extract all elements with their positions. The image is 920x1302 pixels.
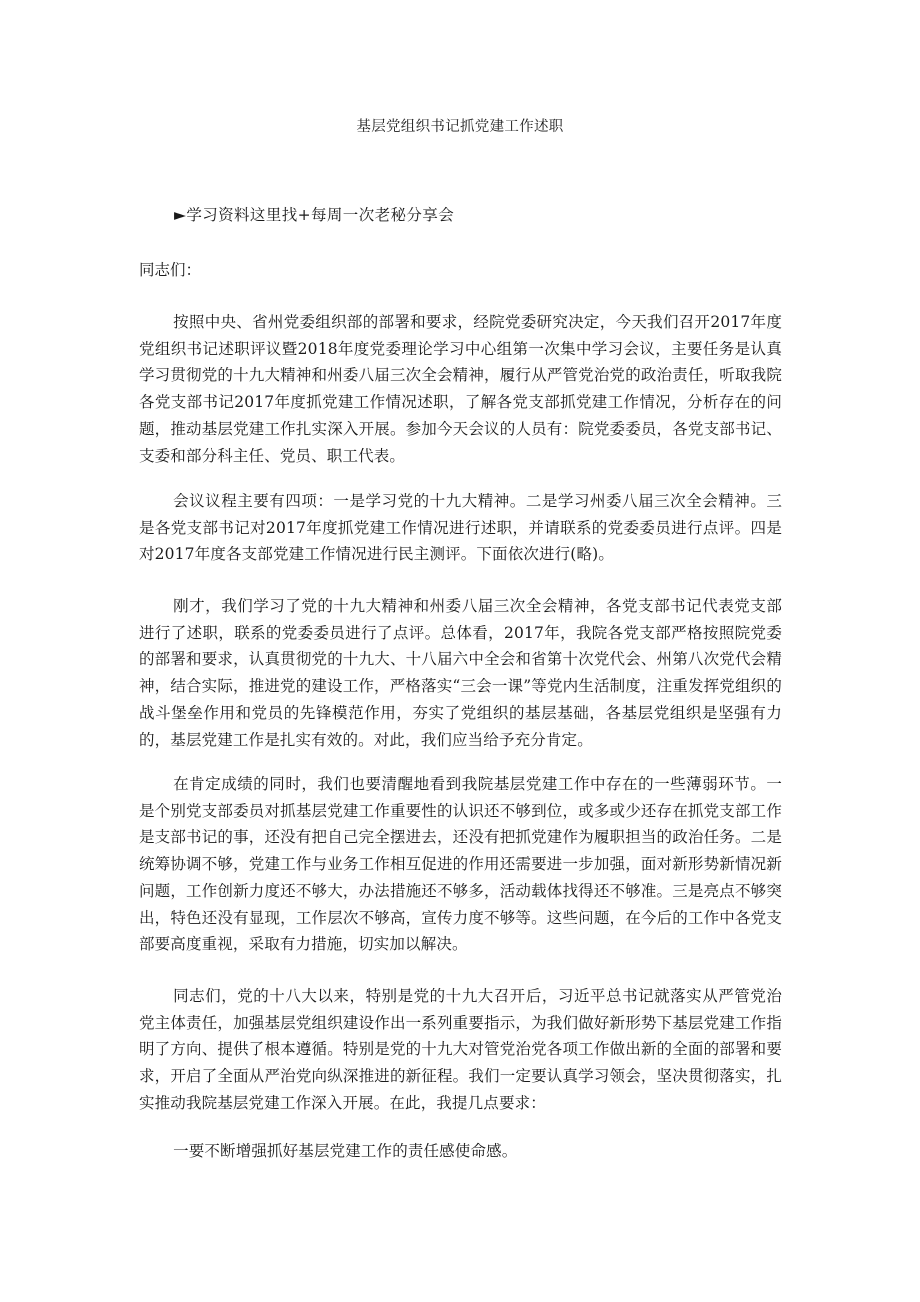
paragraph-achievements: 刚才，我们学习了党的十九大精神和州委八届三次全会精神，各党支部书记代表党支部进行了述职，联系的党委委员进行了点评。总体看，2017年，我院各党支部严格按照院党委的部署和要求，认真贯彻党的十九大、十八届六中全会和省第十次党代会、州第八次党代会精神，结合实际，推进党的建设工作，严格落实“三会一课”等党内生活制度，注重发挥党组织的战斗堡垒作用和党员的先锋模范作用，夯实了党组织的基层基础，各基层党组织是坚强有力的，基层党建工作是扎实有效的。对此，我们应当给予充分肯定。 <box>139 597 782 749</box>
document-title: 基层党组织书记抓党建工作述职 <box>356 119 564 135</box>
paragraph-meeting-purpose: 按照中央、省州党委组织部的部署和要求，经院党委研究决定，今天我们召开2017年度党组织书记述职评议暨2018年度党委理论学习中心组第一次集中学习会议，主要任务是认真学习贯彻党的十九大精神和州委八届三次全会精神，履行从严管党治党的政治责任，听取我院各党支部书记2017年度抓党建工作情况述职，了解各党支部抓党建工作情况，分析存在的问题，推动基层党建工作扎实深入开展。参加今天会议的人员有：院党委委员，各党支部书记、支委和部分科主任、党员、职工代表。 <box>139 313 782 465</box>
paragraph-agenda: 会议议程主要有四项：一是学习党的十九大精神。二是学习州委八届三次全会精神。三是各党支部书记对2017年度抓党建工作情况进行述职，并请联系的党委委员进行点评。四是对2017年度各支部党建工作情况进行民主测评。下面依次进行(略)。 <box>139 492 782 564</box>
paragraph-weaknesses: 在肯定成绩的同时，我们也要清醒地看到我院基层党建工作中存在的一些薄弱环节。一是个别党支部委员对抓基层党建工作重要性的认识还不够到位，或多或少还存在抓党支部工作是支部书记的事，还没有把自己完全摆进去，还没有把抓党建作为履职担当的政治任务。二是统筹协调不够，党建工作与业务工作相互促进的作用还需要进一步加强，面对新形势新情况新问题，工作创新力度还不够大，办法措施还不够多，活动载体找得还不够准。三是亮点不够突出，特色还没有显现，工作层次不够高，宣传力度不够等。这些问题，在今后的工作中各党支部要高度重视，采取有力措施，切实加以解决。 <box>139 775 782 954</box>
salutation: 同志们： <box>139 261 202 279</box>
promo-line: ►学习资料这里找+每周一次老秘分享会 <box>174 206 455 224</box>
paragraph-requirements-intro: 同志们，党的十八大以来，特别是党的十九大召开后，习近平总书记就落实从严管党治党主体责任，加强基层党组织建设作出一系列重要指示，为我们做好新形势下基层党建工作指明了方向、提供了根本遵循。特别是党的十九大对管党治党各项工作做出新的全面的部署和要求，开启了全面从严治党向纵深推进的新征程。我们一定要认真学习领会，坚决贯彻落实，扎实推动我院基层党建工作深入开展。在此，我提几点要求： <box>139 987 782 1112</box>
paragraph-requirement-one: 一要不断增强抓好基层党建工作的责任感使命感。 <box>173 1142 518 1160</box>
